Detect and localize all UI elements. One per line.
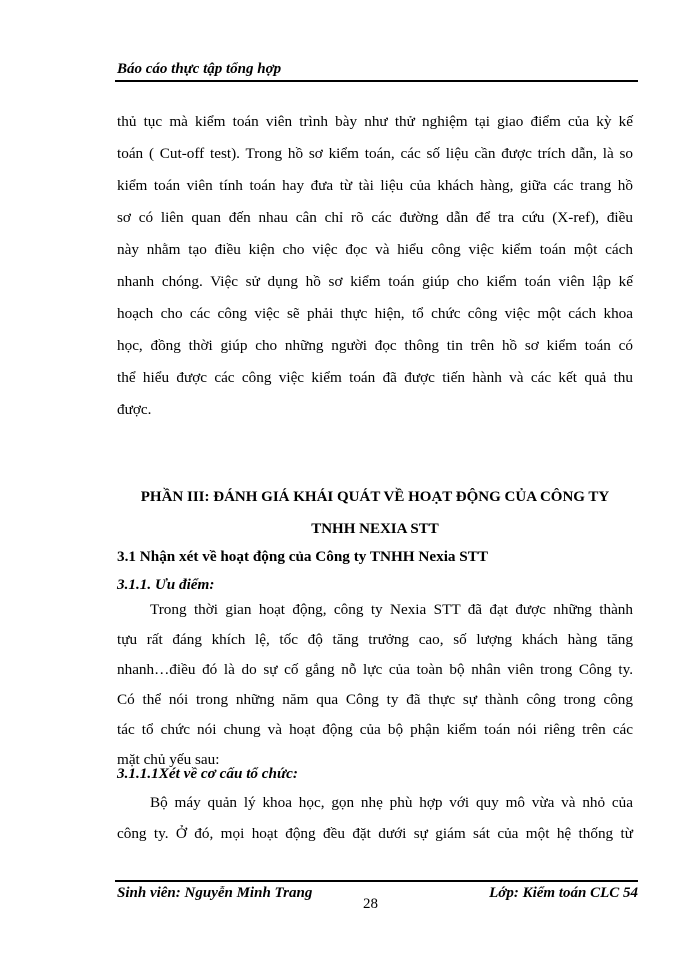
header-rule [115, 80, 638, 82]
text-line: Trong thời gian hoạt động, công ty Nexia STT đã đạt được những thành [150, 601, 633, 618]
text-line: tựu rất đáng khích lệ, tốc độ tăng trưởng cao, số lượng khách hàng tăng [117, 631, 633, 648]
text-line: thủ tục mà kiểm toán viên trình bày như thử nghiệm tại giao điểm của kỳ kế [117, 113, 633, 130]
text-line: sơ có liên quan đến nhau cân chỉ rõ các đường dẫn để tra cứu (X-ref), điều [117, 209, 633, 226]
text-line: thể hiểu được các công việc kiểm toán đã được tiến hành và các kết quả thu [117, 369, 633, 386]
text-line: mặt chủ yếu sau: [117, 751, 220, 768]
text-line: công ty. Ở đó, mọi hoạt động đều đặt dưới sự giám sát của một hệ thống từ [117, 825, 633, 842]
section-3-1-heading: 3.1 Nhận xét về hoạt động của Công ty TNHH Nexia STT [117, 548, 489, 565]
text-line: học, đồng thời giúp cho những người đọc thông tin trên hồ sơ kiểm toán có [117, 337, 633, 354]
header-title: Báo cáo thực tập tổng hợp [117, 61, 282, 77]
text-line: được. [117, 401, 152, 418]
section-3-1-1-1-heading: 3.1.1.1Xét về cơ cấu tổ chức: [117, 765, 298, 782]
text-line: hoạch cho các công việc sẽ phải thực hiện, tổ chức công việc một cách khoa [117, 305, 633, 322]
part-heading-line-2: TNHH NEXIA STT [311, 521, 439, 537]
text-line: nhanh chóng. Việc sử dụng hồ sơ kiểm toán giúp cho kiểm toán viên lập kế [117, 273, 633, 290]
footer-rule [115, 880, 638, 882]
text-line: Bộ máy quản lý khoa học, gọn nhẹ phù hợp với quy mô vừa và nhỏ của [150, 794, 633, 811]
section-3-1-1-heading: 3.1.1. Ưu điểm: [117, 576, 215, 593]
text-line: toán ( Cut-off test). Trong hồ sơ kiểm toán, các số liệu cần được trích dẫn, là so [117, 145, 633, 162]
text-line: này nhằm tạo điều kiện cho việc đọc và hiểu công việc kiểm toán một cách [117, 241, 633, 258]
page-number: 28 [363, 896, 378, 912]
text-line: nhanh…điều đó là do sự cố gắng nỗ lực của toàn bộ nhân viên trong Công ty. [117, 661, 633, 678]
footer-class: Lớp: Kiểm toán CLC 54 [489, 885, 638, 901]
text-line: tác tổ chức nói chung và hoạt động của bộ phận kiểm toán nói riêng trên các [117, 721, 633, 738]
part-heading-line-1: PHẦN III: ĐÁNH GIÁ KHÁI QUÁT VỀ HOẠT ĐỘNG CỦA CÔNG TY [140, 489, 610, 505]
text-line: kiểm toán viên tính toán hay đưa từ tài liệu của khách hàng, giữa các trang hồ [117, 177, 633, 194]
text-line: Có thể nói trong những năm qua Công ty đã thực sự thành công trong công [117, 691, 633, 708]
footer-student: Sinh viên: Nguyễn Minh Trang [117, 885, 313, 901]
